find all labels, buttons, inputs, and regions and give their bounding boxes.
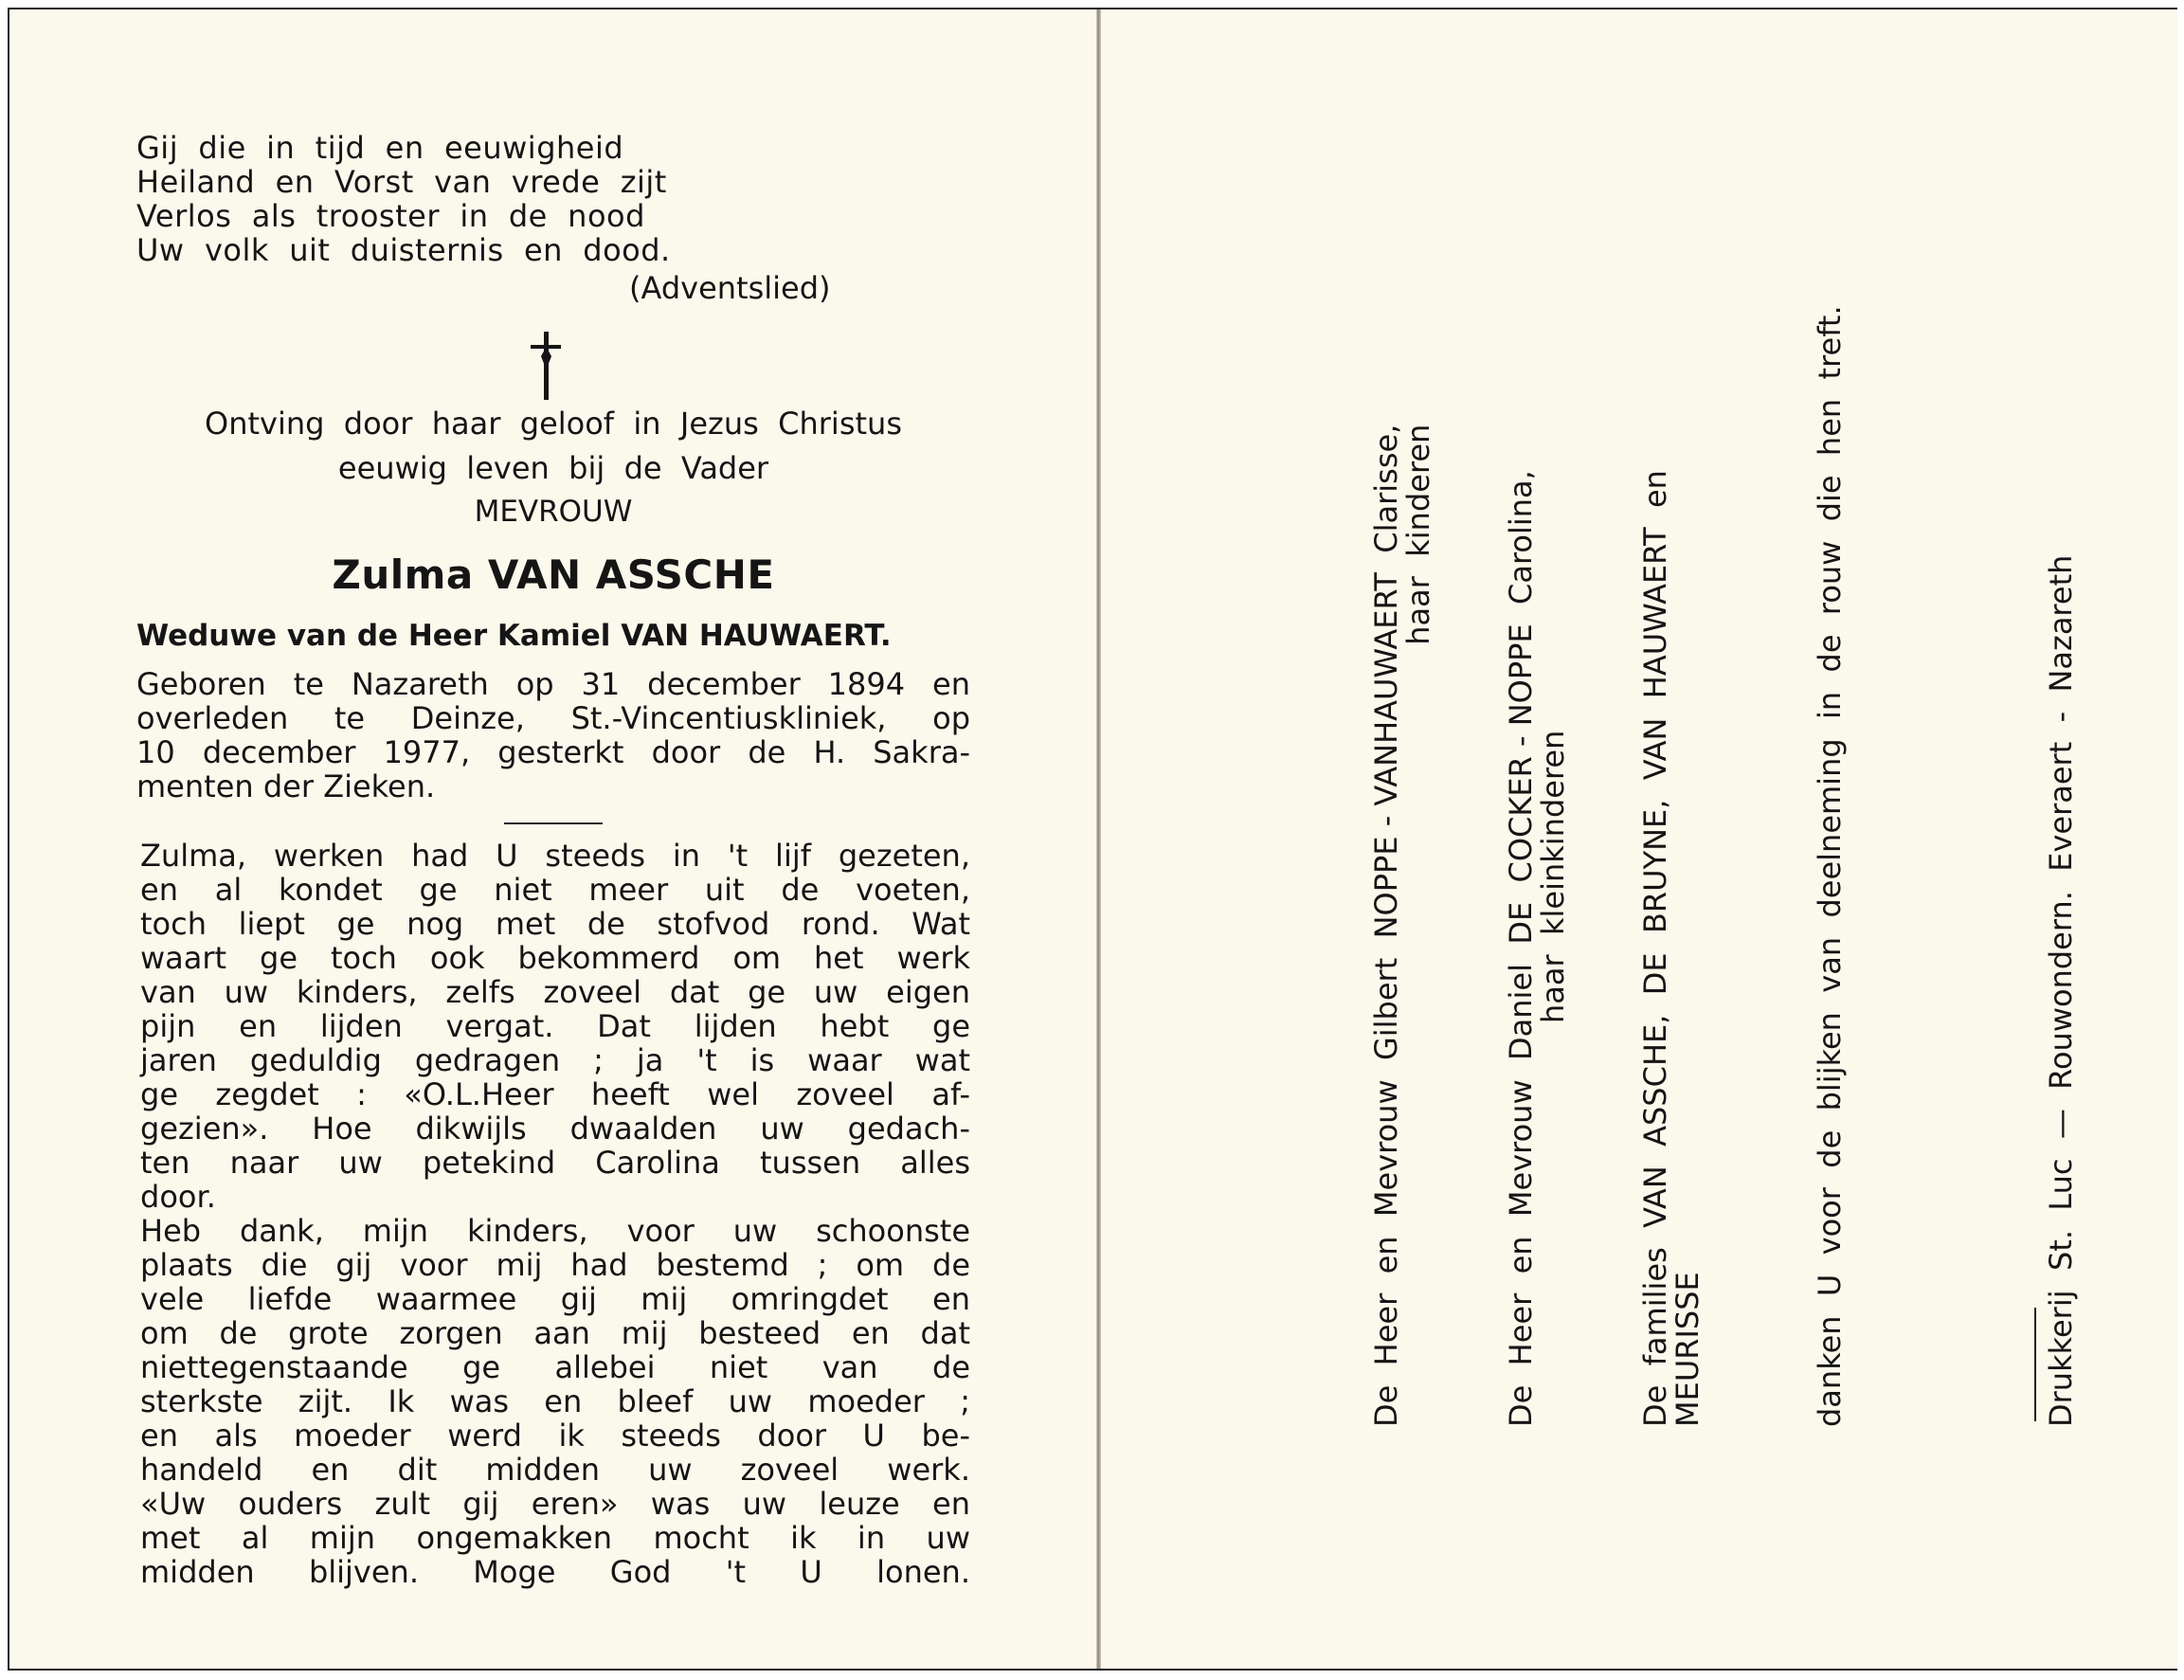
thanks-text: danken U voor de blijken van deelneming in de rouw die hen treft. [1812, 305, 1848, 1427]
mourner-relation: haar kleinkinderen [1535, 730, 1571, 1023]
poem-source: (Adventslied) [629, 270, 831, 306]
left-page [9, 9, 1096, 1669]
crucifix-icon [529, 332, 563, 400]
tribute-line: Zulma, werken had U steeds in 't lijf gezeten, [140, 838, 970, 874]
honorific: MEVROUW [474, 495, 633, 529]
divider [2034, 1308, 2036, 1421]
eternal-life-line: eeuwig leven bij de Vader [337, 450, 769, 486]
divider [504, 822, 603, 824]
tribute-line: niettegenstaande ge allebei niet van de [140, 1349, 970, 1385]
tribute-line: «Uw ouders zult gij eren» was uw leuze en [140, 1486, 970, 1522]
tribute-line: sterkste zijt. Ik was en bleef uw moeder ; [140, 1383, 970, 1419]
tribute-text [140, 839, 970, 1589]
mourner-names: De Heer en Mevrouw Gilbert NOPPE - VANHAUWAERT Clarisse, [1368, 424, 1404, 1427]
tribute-line: midden blijven. Moge God 't U lonen. [140, 1554, 970, 1590]
tribute-line: vele liefde waarmee gij mij omringdet en [140, 1281, 970, 1317]
poem-line: Gij die in tijd en eeuwigheid [136, 130, 624, 166]
mourner-family-1 [1368, 195, 1436, 1427]
faith-line: Ontving door haar geloof in Jezus Christus [205, 406, 902, 442]
birth-death-details [136, 667, 970, 804]
right-page [1101, 9, 2177, 1669]
thanks-line [1814, 195, 1859, 1427]
tribute-line: pijn en lijden vergat. Dat lijden hebt ge [140, 1008, 970, 1044]
widow-line: Weduwe van de Heer Kamiel VAN HAUWAERT. [136, 619, 892, 653]
poem-line: Verlos als trooster in de nood [136, 198, 645, 234]
tribute-line: Heb dank, mijn kinders, voor uw schoonste [140, 1213, 970, 1249]
details-line: 10 december 1977, gesterkt door de H. Sakra- [136, 734, 970, 770]
tribute-line: toch liept ge nog met de stofvod rond. Wat [140, 906, 970, 942]
printer-text: Drukkerij St. Luc — Rouwondern. Everaert - Nazareth [2043, 554, 2079, 1427]
deceased-name: Zulma VAN ASSCHE [332, 551, 775, 598]
details-line: Geboren te Nazareth op 31 december 1894 en [136, 666, 970, 702]
tribute-line: handeld en dit midden uw zoveel werk. [140, 1452, 970, 1488]
printer-line [2045, 195, 2090, 1427]
tribute-line: waart ge toch ook bekommerd om het werk [140, 940, 970, 976]
tribute-line: en al kondet ge niet meer uit de voeten, [140, 872, 970, 908]
poem [136, 130, 831, 306]
details-line: menten der Zieken. [136, 768, 436, 804]
tribute-line: van uw kinders, zelfs zoveel dat ge uw eigen [140, 974, 970, 1010]
tribute-line: ge zegdet : «O.L.Heer heeft wel zoveel af- [140, 1076, 970, 1112]
details-line: overleden te Deinze, St.-Vincentiuskliniek, op [136, 700, 970, 736]
tribute-line: om de grote zorgen aan mij besteed en dat [140, 1315, 970, 1351]
tribute-line: door. [140, 1179, 216, 1215]
tribute-line: ten naar uw petekind Carolina tussen alles [140, 1145, 970, 1181]
tribute-line: en als moeder werd ik steeds door U be- [140, 1418, 970, 1454]
mourner-names-continued: MEURISSE [1670, 1272, 1706, 1427]
poem-line: Heiland en Vorst van vrede zijt [136, 164, 667, 200]
mourner-family-2 [1503, 195, 1571, 1427]
tribute-line: met al mijn ongemakken mocht ik in uw [140, 1520, 970, 1556]
mourner-families [1637, 195, 1706, 1427]
tribute-line: plaats die gij voor mij had bestemd ; om de [140, 1247, 970, 1283]
tribute-line: gezien». Hoe dikwijls dwaalden uw gedach- [140, 1111, 970, 1147]
mourner-names: De families VAN ASSCHE, DE BRUYNE, VAN HAUWAERT en [1637, 470, 1673, 1427]
mourner-names: De Heer en Mevrouw Daniel DE COCKER - NOPPE Carolina, [1503, 470, 1539, 1427]
poem-line: Uw volk uit duisternis en dood. [136, 232, 671, 268]
tribute-line: jaren geduldig gedragen ; ja 't is waar wat [140, 1042, 970, 1078]
memorial-card [8, 8, 2177, 1671]
mourner-relation: haar kinderen [1400, 424, 1436, 645]
